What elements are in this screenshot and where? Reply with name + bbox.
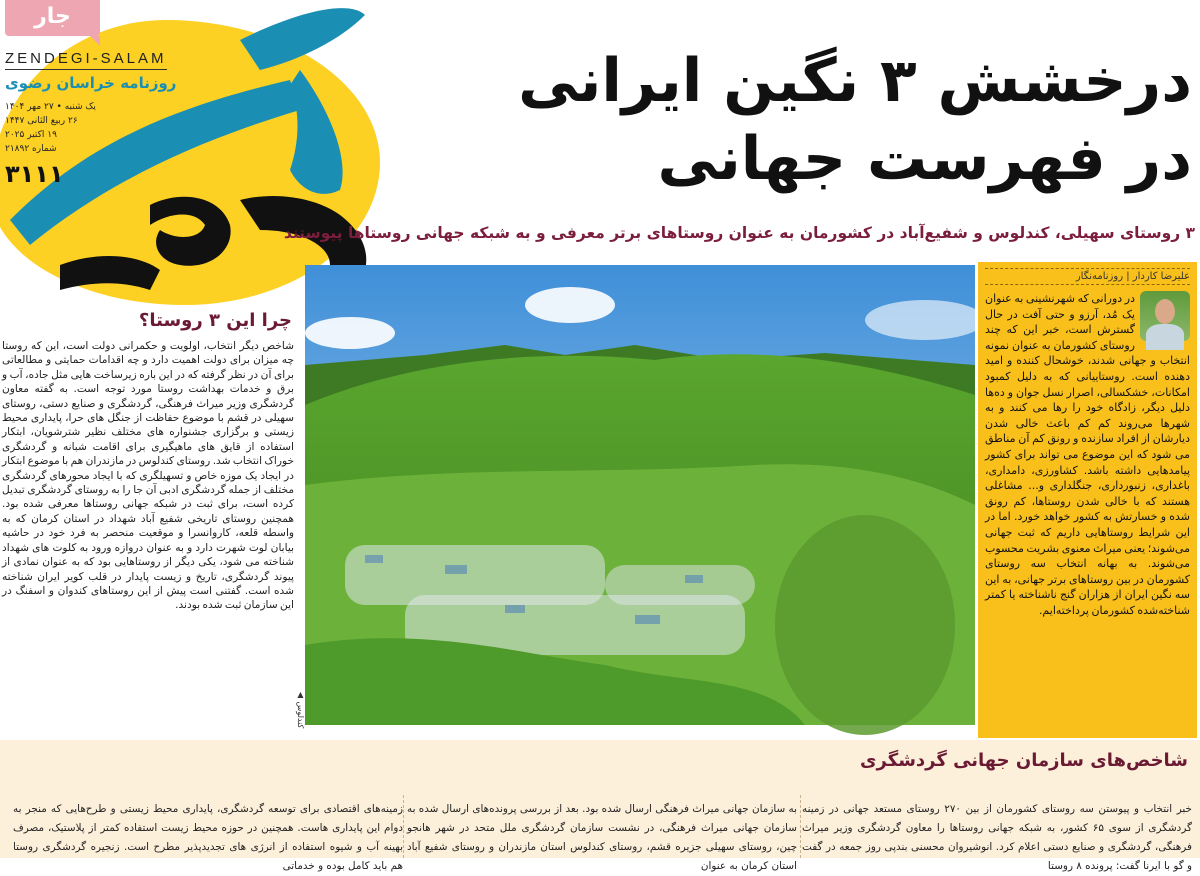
left-article bbox=[2, 310, 294, 613]
author-avatar bbox=[1140, 291, 1190, 341]
bottom-column-2: به سازمان جهانی میراث فرهنگی ارسال شده بود. بعد از بررسی پرونده‌های ارسال شده به سازمان جهانی میراث فرهنگی، در نشست سازمان گردشگری ملل متحد در شهر هانجو چین، روستای سهیلی جزیره قشم، روستای کندلوس استان مازندران و روستای شفیع آباد استان کرمان به عنوان bbox=[407, 803, 797, 872]
date-gregorian: ۱۹ اکتبر ۲۰۲۵ bbox=[5, 130, 57, 140]
bottom-column-1: خبر انتخاب و پیوستن سه روستای کشورمان از بین ۲۷۰ روستای مستعد جهانی در زمینه گردشگری از سوی ۶۵ کشور، به شبکه جهانی روستاها را معاون گردشگری وزیر میراث فرهنگی، گردشگری و صنایع دستی اعلام کرد. انوشیروان محسنی بندپی روز جمعه در گفت و گو با ایرنا گفت: پرونده ۸ روستا bbox=[802, 803, 1192, 872]
issue-number: ۳۱۱۱ bbox=[5, 160, 64, 188]
village-photo bbox=[305, 265, 975, 725]
author-byline: علیرضا کاردار | روزنامه‌نگار bbox=[985, 268, 1190, 285]
logo-stroke-teal bbox=[240, 8, 365, 70]
photo-caption: ▲ کندلوس bbox=[296, 690, 305, 729]
headline-subtitle: ۳ روستای سهیلی، کندلوس و شفیع‌آباد در کشورمان به عنوان روستاهای برتر معرفی و به شبکه جهانی روستاها پیوستند bbox=[283, 224, 1195, 242]
opinion-text: در دورانی که شهرنشینی به عنوان یک مُد، آرزو و حتی آفت در حال گسترش است، خبر این که چند روستای کشورمان به عنوان نمونه انتخاب و جهانی شدند، خوشحال کننده و امید دهنده است. روستاییانی که به دلیل کمبود امکانات، خشکسالی، اصرار نسل جوان و ده‌ها دلیل دیگر، زادگاه خود را رها می کنند و به شهرها می‌روند کم کم باعث خالی شدن دیارشان از افراد سازنده و رونق کم آن مناطق می شود که این موضوع می تواند برای کشور پیامدهایی داشته باشد. کشاورزی، دامداری، باغداری، زنبورداری، جنگلداری و... مشاغلی هستند که با خالی شدن روستاها، کم رونق شده و خسارتش به کشور خواهد خورد. اما در این شرایط روستاهایی داریم که ثبت جهانی می‌شوند؛ یعنی میراث معنوی بشریت محسوب می‌شوند. به بهانه انتخاب سه روستای کشورمان در بین روستاهای برتر جهانی، به این سه نگین ایران از هزاران گنج ناشناخته یا کمتر شناخته‌شده کشورمان پرداخته‌ایم. bbox=[985, 292, 1190, 617]
masthead-paper-name: روزنامه خراسان رضوی bbox=[5, 74, 177, 92]
main-headline bbox=[492, 42, 1192, 198]
zendegi-salam-logo bbox=[0, 0, 380, 300]
left-article-body: شاخص دیگر انتخاب، اولویت و حکمرانی دولت است، این که روستا چه میزان برای دولت اهمیت دارد و چه اقدامات حمایتی و مطالعاتی برای آن در نظر گرفته که در این باره زیرساخت هایی مثل جاده، آب و برق و خدمات بهداشت روستا مورد توجه است. به گفته معاون گردشگری وزیر میراث فرهنگی، گردشگری و صنایع دستی، روستای سهیلی در قشم با موضوع حفاظت از جنگل های حرا، پایداری محیط زیستی و برگزاری جشنواره های مختلف نظیر شترشویان، ابتکار استفاده از قایق های ماهیگیری برای اقامت شبانه و گردشگری خوراک انتخاب شد. روستای کندلوس در مازندران هم با موضوع ابتکار در ایجاد یک موزه خاص و تسهیلگری که با ایجاد محورهای گردشگری مختلف از جمله گردشگری ادبی آن جا را به روستای گردشگری تبدیل کرده است، برای ثبت در شبکه جهانی روستاها معرفی شده بود. همچنین روستای تاریخی شفیع آباد شهداد در استان کرمان که به واسطه قلعه، کاروانسرا و موقعیت منحصر به فرد خود در حاشیه بیابان لوت شهرت دارد و به عنوان دروازه ورود به کلوت های شهداد شناخته می شود، یکی دیگر از روستاهایی بود که به عنوان نمادی از پیوند گردشگری، تاریخ و زیست پایدار در قلب کویر ایران شناخته شده است. گفتنی است پیش از این روستاهای کندوان و اسفنگ در این سازمان ثبت شده بودند. bbox=[2, 340, 294, 612]
logo-stroke-black bbox=[150, 197, 231, 266]
bottom-heading: شاخص‌های سازمان جهانی گردشگری bbox=[860, 750, 1188, 771]
headline-line-1: درخشش ۳ نگین ایرانی bbox=[518, 46, 1192, 116]
masthead-title-en: ZENDEGI-SALAM bbox=[5, 50, 167, 70]
opinion-box bbox=[978, 262, 1197, 738]
left-article-heading: چرا این ۳ روستا؟ bbox=[138, 310, 292, 331]
logo-stroke-black bbox=[60, 256, 160, 290]
date-persian: یک شنبه • ۲۷ مهر ۱۴۰۴ bbox=[5, 102, 96, 112]
headline-line-2: در فهرست جهانی bbox=[657, 124, 1192, 194]
logo-stroke-teal bbox=[290, 70, 343, 194]
paper-number: شماره ۲۱۸۹۲ bbox=[5, 144, 57, 154]
column-divider bbox=[800, 795, 801, 858]
section-tag: جار bbox=[5, 0, 100, 36]
column-divider bbox=[403, 795, 404, 858]
bottom-column-3: زمینه‌های اقتصادی برای توسعه گردشگری، پایداری محیط زیستی و طرح‌هایی که منجر به دوام این پایداری هاست. همچنین در حوزه محیط زیست استفاده کمتر از پلاستیک، مصرف بهینه آب و شیوه استفاده از انرژی های تجدیدپذیر مطرح است. زنجیره گردشگری روستا هم باید کامل بوده و خدماتی bbox=[13, 803, 403, 872]
date-hijri: ۲۶ ربیع الثانی ۱۴۴۷ bbox=[5, 116, 78, 126]
